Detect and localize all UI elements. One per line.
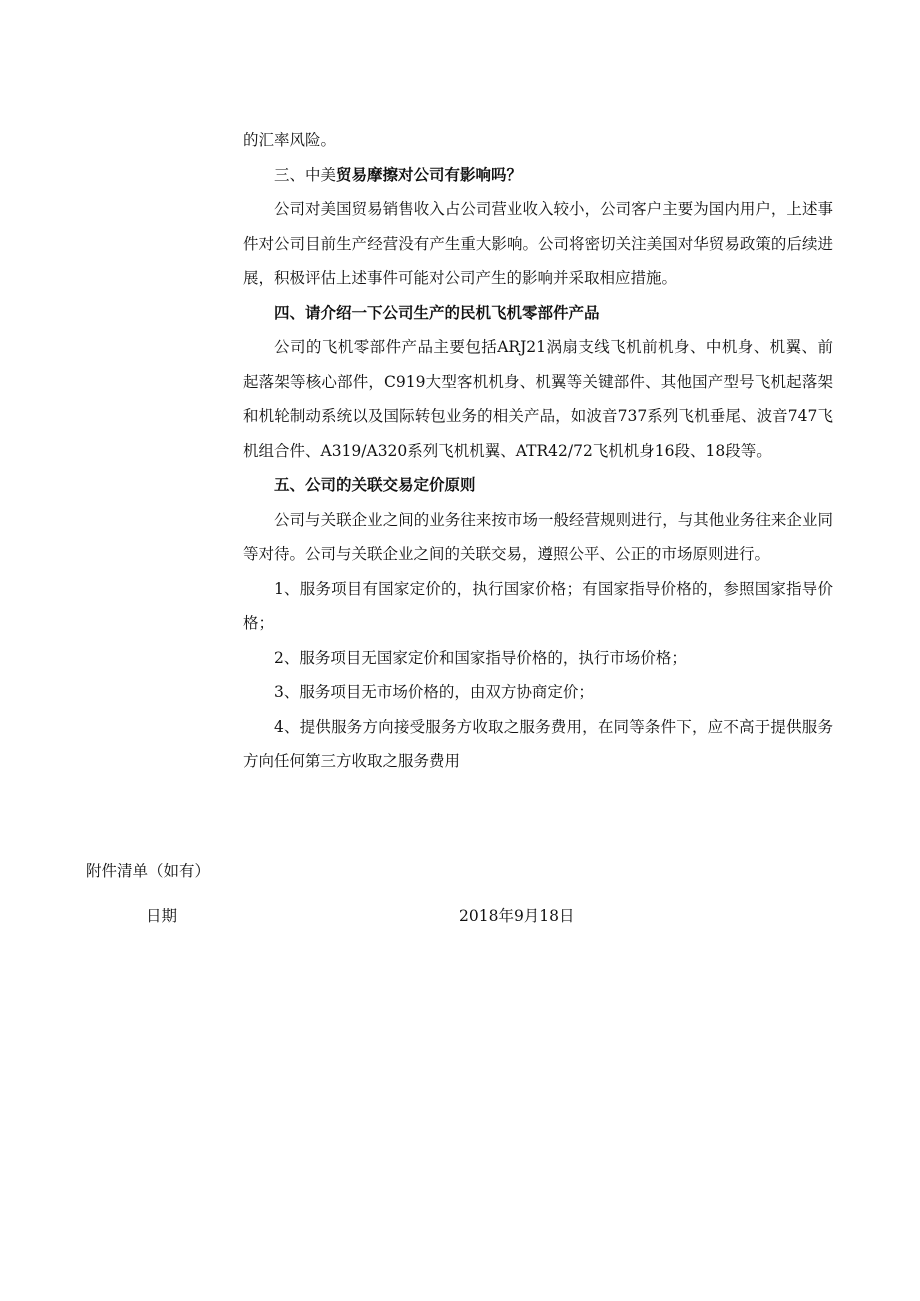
list-item-pricing-3: 3、服务项目无市场价格的，由双方协商定价；: [274, 683, 594, 701]
heading-trade-friction-rest: 贸易摩擦对公司有影响吗？: [336, 164, 523, 184]
document-body: [243, 123, 833, 779]
heading-related-party-pricing: 五、公司的关联交易定价原则: [274, 475, 476, 494]
paragraph-trade-friction: 公司对美国贸易销售收入占公司营业收入较小，公司客户主要为国内用户，上述事件对公司目前生产经营没有产生重大影响。公司将密切关注美国对华贸易政策的后续进展，积极评估上述事件可能对公司产生的影响并采取相应措施。: [243, 200, 833, 287]
heading-aircraft-parts: 四、请介绍一下公司生产的民机飞机零部件产品: [274, 302, 600, 322]
paragraph-exchange-risk-end: 的汇率风险。: [243, 131, 337, 149]
paragraph-aircraft-parts: 公司的飞机零部件产品主要包括ARJ21涡扇支线飞机前机身、中机身、机翼、前起落架等核心部件，C919大型客机机身、机翼等关键部件、其他国产型号飞机起落架和机轮制动系统以及国际转包业务的相关产品，如波音737系列飞机垂尾、波音747飞机组合件、A319/A320系列飞机机翼、ATR42/72飞机机身16段、18段等。: [243, 338, 833, 460]
attachments-label: 附件清单（如有）: [86, 862, 211, 880]
heading-trade-friction: [243, 158, 833, 193]
date-label: 日期: [146, 907, 178, 925]
list-item-pricing-4: 4、提供服务方向接受服务方收取之服务费用，在同等条件下，应不高于提供服务方向任何第三方收取之服务费用: [243, 717, 833, 770]
heading-trade-friction-prefix: 三、中美: [274, 165, 337, 184]
date-value: 2018年9月18日: [459, 907, 575, 925]
list-item-pricing-1: 1、服务项目有国家定价的，执行国家价格；有国家指导价格的，参照国家指导价格；: [243, 579, 833, 632]
paragraph-related-party-pricing: 公司与关联企业之间的业务往来按市场一般经营规则进行，与其他业务往来企业同等对待。公司与关联企业之间的关联交易，遵照公平、公正的市场原则进行。: [243, 510, 833, 563]
list-item-pricing-2: 2、服务项目无国家定价和国家指导价格的，执行市场价格；: [274, 648, 687, 667]
